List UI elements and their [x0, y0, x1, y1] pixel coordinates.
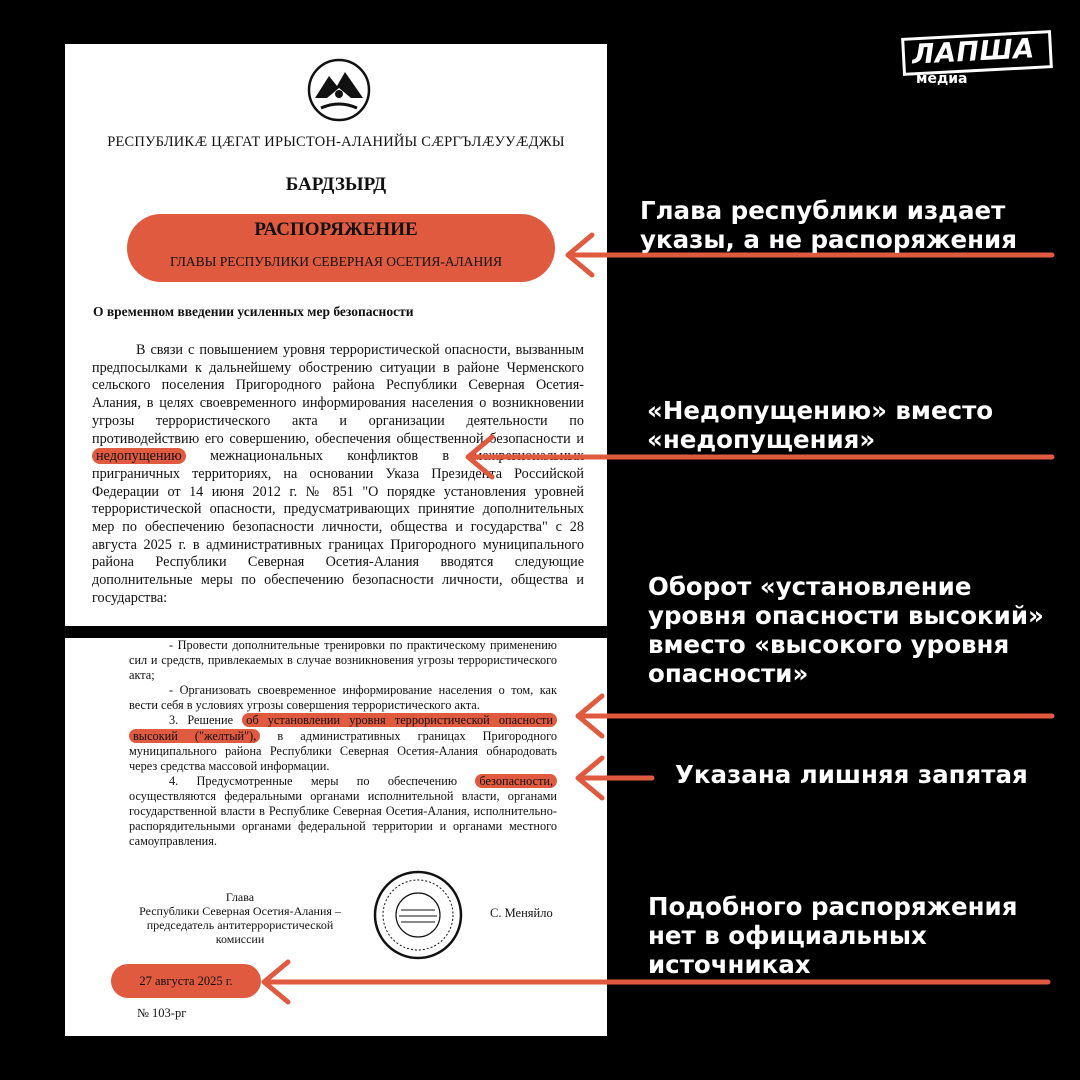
- highlight-yellow-level: высокий ("желтый"),: [129, 729, 260, 743]
- signer-name: С. Меняйло: [490, 906, 553, 920]
- signatory-line-1: Глава: [225, 890, 255, 904]
- p4-end: осуществляются федеральными органами исполнительной власти, органами государственной власти в Республике Северная Осетия-Алания, исполнительно-распорядительными органами федеральной территории и органами местного самоуправления.: [129, 788, 557, 849]
- highlight-nedopushcheniyu: недопущению: [92, 448, 186, 464]
- signatory-line-4: комиссии: [215, 932, 265, 946]
- signatory-line-3: председатель антитеррористической: [146, 918, 334, 932]
- document-type-ossetian: БАРДЗЫРД: [285, 174, 387, 195]
- order-subtitle: ГЛАВЫ РЕСПУБЛИКИ СЕВЕРНАЯ ОСЕТИЯ-АЛАНИЯ: [169, 254, 503, 269]
- signatory-line-2: Республики Северная Осетия-Алания –: [139, 904, 341, 918]
- highlight-extra-comma: безопасности,: [475, 774, 557, 788]
- body-text-before: В связи с повышением уровня террористической опасности, вызванным предпосылками к дальнейшему обострению ситуации в районе Черменского сельского поселения Пригородного района Республики Северная Осетия-Алания, в целях своевременного информирования населения о возникновении угрозы террористического акта и организации деятельности по противодействию его совершению, обеспечения общественной безопасности и: [92, 342, 584, 447]
- p3-end: в административных границах Пригородного муниципального района Республики Северная Осетия-Алания обнародовать через средства массовой информации.: [129, 728, 557, 773]
- p3-start: 3. Решение: [169, 713, 234, 728]
- p4-start: 4. Предусмотренные меры по обеспечению: [169, 773, 458, 788]
- body-text-after: межнациональных конфликтов в межрегиональных приграничных территориях, на основании Указа Президента Российской Федерации от 14 июня 2012 г. № 851 "О порядке установления уровней террористической опасности, предусматривающих принятие дополнительных мер по обеспечению безопасности личности, общества и государства" с 28 августа 2025 г. в административных границах Пригородного муниципального района Республики Северная Осетия-Алания вводятся следующие дополнительные меры по обеспечению безопасности личности, общества и государства:: [92, 448, 584, 606]
- logo-subtitle: медиа: [916, 71, 968, 87]
- republic-title-ossetian: РЕСПУБЛИКӔ ЦӔГАТ ИРЫСТОН-АЛАНИЙЫ СӔРГЪЛӔУУӔДЖЫ: [107, 134, 565, 150]
- highlight-threat-level: об установлении уровня террористической опасности: [242, 713, 557, 727]
- logo-name: ЛАПША: [911, 33, 1036, 71]
- annotation-extra-comma: Указана лишняя запятая: [675, 760, 1028, 789]
- document-heading: О временном введении усиленных мер безопасности: [93, 304, 414, 319]
- annotation-wording-error: Оборот «установление уровня опасности высокий» вместо «высокого уровня опасности»: [648, 572, 1044, 688]
- order-title: РАСПОРЯЖЕНИЕ: [254, 219, 418, 240]
- annotation-decree-not-order: Глава республики издает указы, а не распоряжения: [640, 196, 1017, 254]
- document-date: 27 августа 2025 г.: [139, 974, 233, 988]
- annotation-not-in-official-sources: Подобного распоряжения нет в официальных источниках: [648, 892, 1018, 979]
- item-training: - Провести дополнительные тренировки по практическому применению сил и средств, привлекаемых в случае возникновения угрозы террористического акта;: [129, 638, 557, 683]
- annotation-case-error: «Недопущению» вместо «недопущения»: [647, 396, 994, 454]
- document-number: № 103-рг: [137, 1006, 187, 1020]
- item-inform: - Организовать своевременное информирование населения о том, как вести себя в условиях угрозы совершения террористического акта.: [129, 683, 557, 713]
